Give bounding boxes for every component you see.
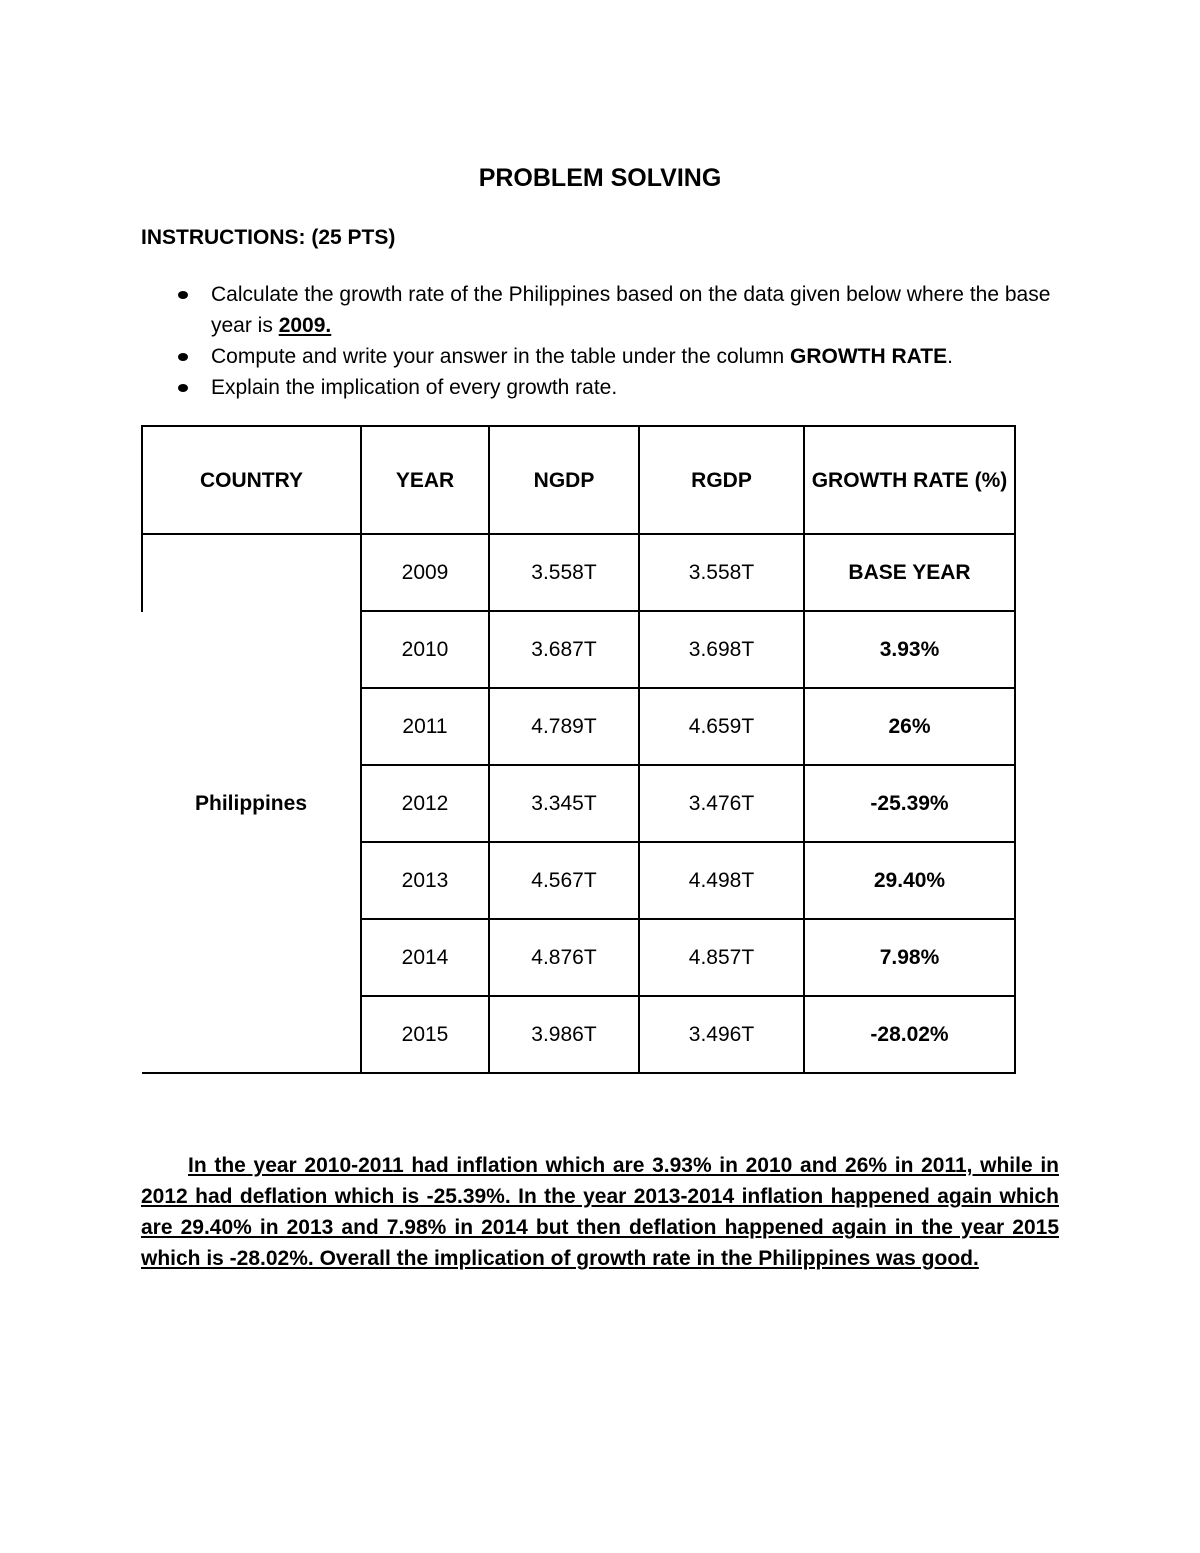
header-rgdp: RGDP (639, 426, 804, 534)
growth-cell: -28.02% (804, 996, 1015, 1073)
growth-cell: 29.40% (804, 842, 1015, 919)
base-year-emphasis: 2009. (278, 314, 332, 337)
instructions-heading: INSTRUCTIONS: (25 PTS) (141, 226, 396, 249)
growth-cell: 3.93% (804, 611, 1015, 688)
growth-cell: BASE YEAR (804, 534, 1015, 611)
header-growth-rate-text: GROWTH RATE (%) (811, 468, 1008, 492)
year-cell: 2010 (361, 611, 489, 688)
year-cell: 2012 (361, 765, 489, 842)
instruction-text-end: . (947, 345, 953, 368)
growth-cell: 26% (804, 688, 1015, 765)
explanation-paragraph: In the year 2010-2011 had inflation which are 3.93% in 2010 and 26% in 2011, while in 2012 had deflation which is -25.39%. In the year 2013-2014 inflation happened again which are 29.40% in 2013 and 7.98% in 2014 but then deflation happened again in the year 2015 which is -28.02%. Overall the implication of growth rate in the Philippines was good. (141, 1154, 1059, 1270)
instruction-text: Compute and write your answer in the table under the column (211, 345, 790, 368)
rgdp-cell: 4.498T (639, 842, 804, 919)
year-cell: 2013 (361, 842, 489, 919)
instruction-text: Explain the implication of every growth rate. (211, 376, 618, 399)
header-year: YEAR (361, 426, 489, 534)
year-cell: 2014 (361, 919, 489, 996)
rgdp-cell: 3.698T (639, 611, 804, 688)
table-header-row (142, 426, 1015, 534)
page-title: PROBLEM SOLVING (478, 164, 722, 192)
growth-cell: 7.98% (804, 919, 1015, 996)
ngdp-cell: 4.567T (489, 842, 639, 919)
table-left-border-fragment (141, 532, 143, 612)
year-cell: 2015 (361, 996, 489, 1073)
instruction-text: Calculate the growth rate of the Philippines based on the data given below where the base year is (211, 283, 1051, 337)
ngdp-cell: 4.789T (489, 688, 639, 765)
ngdp-cell: 3.687T (489, 611, 639, 688)
rgdp-cell: 4.857T (639, 919, 804, 996)
rgdp-cell: 3.496T (639, 996, 804, 1073)
rgdp-cell: 4.659T (639, 688, 804, 765)
year-cell: 2011 (361, 688, 489, 765)
bullet-icon (178, 291, 188, 299)
bullet-icon (178, 353, 188, 361)
instruction-item (176, 279, 1076, 341)
header-country: COUNTRY (142, 426, 361, 534)
header-growth-rate (804, 426, 1015, 534)
header-ngdp: NGDP (489, 426, 639, 534)
bullet-icon (178, 384, 188, 392)
rgdp-cell: 3.558T (639, 534, 804, 611)
rgdp-cell: 3.476T (639, 765, 804, 842)
gdp-table (141, 425, 1016, 1074)
growth-cell: -25.39% (804, 765, 1015, 842)
country-cell: Philippines (142, 534, 361, 1073)
year-cell: 2009 (361, 534, 489, 611)
ngdp-cell: 3.558T (489, 534, 639, 611)
column-name-emphasis: GROWTH RATE (790, 345, 948, 368)
instruction-item (176, 372, 1076, 403)
ngdp-cell: 4.876T (489, 919, 639, 996)
table-row (142, 534, 1015, 611)
ngdp-cell: 3.345T (489, 765, 639, 842)
instruction-item (176, 341, 1076, 372)
ngdp-cell: 3.986T (489, 996, 639, 1073)
instruction-list (176, 279, 1076, 403)
